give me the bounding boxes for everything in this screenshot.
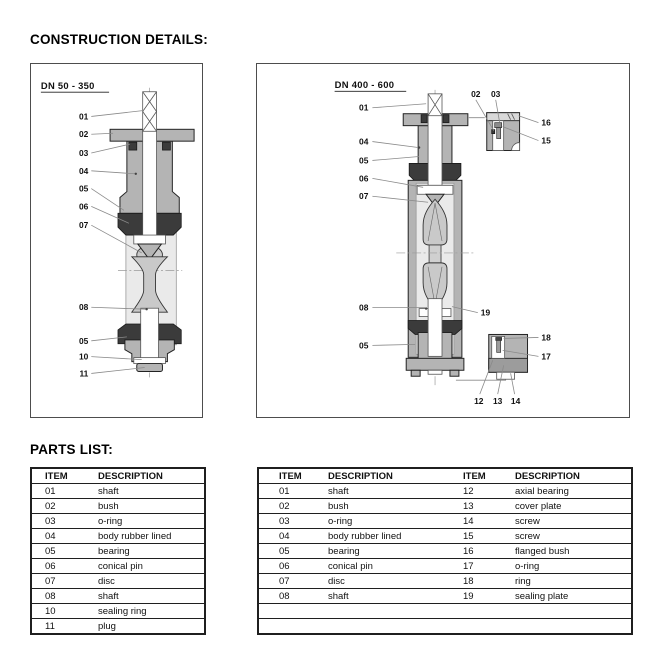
callout-04: 04 [359,136,369,147]
variant-label: DN 400 - 600 [334,79,395,91]
item-number: 02 [258,499,328,514]
item-description: disc [98,574,205,589]
item-number: 16 [443,544,515,559]
column-header-description: DESCRIPTION [328,468,443,484]
item-number: 07 [258,574,328,589]
item-description [515,604,632,619]
column-header-description: DESCRIPTION [98,468,205,484]
item-number: 01 [258,484,328,499]
ring [496,337,502,340]
table-row [31,589,205,604]
table-row-empty [258,619,632,635]
item-description: o-ring [98,514,205,529]
column-header-item: ITEM [443,468,515,484]
inset-bottom-band [489,358,528,372]
callout-08: 08 [359,302,369,313]
leader-04 [372,142,418,148]
o-ring-left [129,142,137,150]
item-number: 06 [258,559,328,574]
o-ring-left [421,115,427,123]
callout-03: 03 [491,88,501,99]
table-header-row [31,468,205,484]
item-description: shaft [328,589,443,604]
table-row [31,484,205,499]
screw-shank [497,128,501,139]
table-row [258,514,632,529]
item-description: shaft [328,484,443,499]
plug [137,364,163,372]
table-row [258,484,632,499]
construction-details-title: CONSTRUCTION DETAILS: [30,32,208,47]
item-description: axial bearing [515,484,632,499]
valve-drawing-dn400-600 [257,64,629,417]
item-description: screw [515,514,632,529]
table-row-empty [258,604,632,619]
item-description: screw [515,529,632,544]
callout-04: 04 [78,165,89,176]
callout-14: 14 [510,396,521,407]
item-description: body rubber lined [98,529,205,544]
item-description: shaft [98,589,205,604]
callout-15: 15 [541,135,551,146]
conical-pin-band [134,235,166,244]
callout-06: 06 [359,173,369,184]
table-row [31,619,205,635]
leader-01 [91,111,143,117]
item-description: ring [515,574,632,589]
item-number [258,604,328,619]
column-header-item: ITEM [31,468,98,484]
item-number: 14 [443,514,515,529]
item-description: body rubber lined [328,529,443,544]
callout-03: 03 [78,147,89,158]
leader-08-dot [425,307,427,309]
callout-16: 16 [541,117,551,128]
callout-06: 06 [78,201,89,212]
table-row [258,529,632,544]
item-description: sealing ring [98,604,205,619]
callout-13: 13 [492,396,503,407]
callout-05b: 05 [78,335,89,346]
callout-05b: 05 [359,340,369,351]
callout-17: 17 [541,351,551,362]
screw-shank [497,340,501,352]
item-number: 15 [443,529,515,544]
callout-19: 19 [480,307,491,318]
item-number: 13 [443,499,515,514]
parts-table-left [30,467,206,635]
leader-16 [519,116,539,123]
item-description: conical pin [328,559,443,574]
o-ring-right [443,115,449,123]
table-row [258,559,632,574]
diagram-panel-dn400-600 [256,63,630,418]
disc-waist [429,245,441,263]
item-description: o-ring [328,514,443,529]
sealing-ring [134,358,166,364]
upper-shaft [428,114,442,186]
foot-left [411,370,420,376]
table-row [31,529,205,544]
callout-05: 05 [359,155,369,166]
item-number: 02 [31,499,98,514]
table-header-row [258,468,632,484]
variant-label: DN 50 - 350 [40,79,95,91]
item-description [328,604,443,619]
item-number: 03 [258,514,328,529]
upper-shaft [143,130,157,237]
table-row [258,499,632,514]
leader-04-dot [135,173,137,175]
item-number: 05 [258,544,328,559]
item-number: 03 [31,514,98,529]
callout-07: 07 [78,220,89,231]
item-number: 12 [443,484,515,499]
table-row [31,604,205,619]
column-header-item: ITEM [258,468,328,484]
item-description: disc [328,574,443,589]
item-number: 08 [31,589,98,604]
leader-04-dot [418,146,420,148]
lower-shaft [428,299,442,357]
item-description: shaft [98,484,205,499]
item-description: conical pin [98,559,205,574]
shaft-end [428,370,442,374]
item-number: 05 [31,544,98,559]
diagram-panel-dn50-350 [30,63,203,418]
item-number: 04 [31,529,98,544]
item-description: bush [98,499,205,514]
leader-08-dot [145,308,147,310]
table-row [31,574,205,589]
item-description: sealing plate [515,589,632,604]
item-description: bush [328,499,443,514]
callout-05: 05 [78,183,89,194]
table-row [258,544,632,559]
item-number: 01 [31,484,98,499]
valve-drawing-dn50-350 [31,64,202,417]
leader-03 [91,144,130,153]
item-number: 04 [258,529,328,544]
item-number: 10 [31,604,98,619]
leader-12 [480,360,493,394]
item-number [443,604,515,619]
item-description: plug [98,619,205,635]
item-number: 19 [443,589,515,604]
callout-02: 02 [471,88,481,99]
lower-shaft [141,308,159,359]
table-row [31,499,205,514]
callout-01: 01 [359,102,369,113]
item-description: cover plate [515,499,632,514]
callout-18: 18 [541,332,551,343]
callout-11: 11 [79,368,89,379]
callout-10: 10 [78,351,89,362]
item-number: 06 [31,559,98,574]
item-description [328,619,443,635]
callout-02: 02 [78,129,89,140]
conical-pin-band [417,185,453,194]
column-header-description: DESCRIPTION [515,468,632,484]
item-description: o-ring [515,559,632,574]
item-number: 08 [258,589,328,604]
table-row [258,574,632,589]
callout-01: 01 [78,111,89,122]
table-row [31,514,205,529]
callout-08: 08 [78,302,89,313]
item-description [515,619,632,635]
leader-01 [372,104,426,108]
callout-12: 12 [474,396,484,407]
item-number [443,619,515,635]
o-ring-right [162,142,170,150]
top-shaft [143,92,157,132]
item-description: bearing [98,544,205,559]
table-row [31,559,205,574]
item-number [258,619,328,635]
leader-05 [372,156,419,160]
item-number: 18 [443,574,515,589]
screw-head [495,123,502,128]
callout-07: 07 [359,191,369,202]
item-number: 17 [443,559,515,574]
table-row [258,589,632,604]
item-number: 07 [31,574,98,589]
parts-list-title: PARTS LIST: [30,442,113,457]
foot-right [450,370,459,376]
bottom-flange [406,358,464,370]
table-row [31,544,205,559]
leader-05 [91,189,124,211]
item-description: bearing [328,544,443,559]
parts-table-right [257,467,633,635]
item-number: 11 [31,619,98,635]
item-description: flanged bush [515,544,632,559]
